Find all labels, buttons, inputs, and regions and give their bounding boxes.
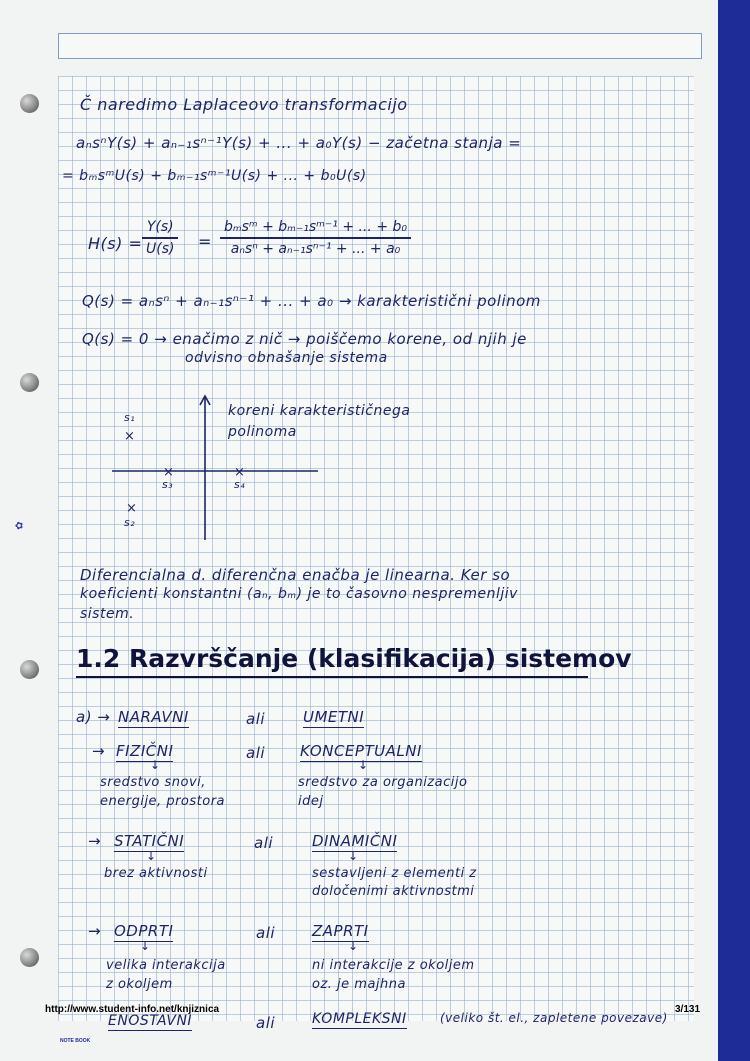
transfer-function-label: H(s) = xyxy=(88,234,143,253)
down-arrow: ↓ xyxy=(140,939,151,953)
heading-underline xyxy=(76,676,588,678)
ali-connector: ali xyxy=(256,924,276,942)
brand-logo-icon: ✿ xyxy=(14,521,26,530)
paragraph-line-2: koeficienti konstantni (aₙ, bₘ) je to časovno nespremenljiv xyxy=(80,586,518,602)
pole-marker: × xyxy=(126,501,137,516)
equals-sign: = xyxy=(198,232,212,251)
equation-lhs: aₙsⁿY(s) + aₙ₋₁sⁿ⁻¹Y(s) + ... + a₀Y(s) − začetna stanja = xyxy=(76,134,522,152)
arrow-marker: → xyxy=(88,832,102,850)
kompleksni-note: (veliko št. el., zapletene povezave) xyxy=(440,1011,668,1025)
item-a-prefix: a) → xyxy=(76,708,111,726)
enostavni-term: ENOSTAVNI xyxy=(108,1013,193,1029)
laplace-intro-line: Č naredimo Laplaceovo transformacijo xyxy=(80,95,408,114)
down-arrow: ↓ xyxy=(150,758,161,772)
umetni-term: UMETNI xyxy=(303,708,365,726)
notebook-brand: NOTE BOOK xyxy=(60,1038,91,1044)
pole-marker: × xyxy=(163,465,174,480)
fizicni-term: FIZIČNI xyxy=(116,742,174,760)
polynomial-denominator: aₙsⁿ + aₙ₋₁sⁿ⁻¹ + ... + a₀ xyxy=(230,240,401,257)
odprti-desc-2: z okoljem xyxy=(106,977,173,992)
konceptualni-desc-1: sredstvo za organizacijo xyxy=(298,775,468,790)
odprti-desc-1: velika interakcija xyxy=(106,958,226,973)
dinamicni-desc-2: določenimi aktivnostmi xyxy=(312,884,475,899)
plot-caption-1: koreni karakterističnega xyxy=(228,403,411,419)
page-number: 3/131 xyxy=(675,1004,701,1015)
kompleksni-term: KOMPLEKSNI xyxy=(312,1011,407,1027)
fraction-denominator: U(s) xyxy=(146,240,175,257)
roots-line-2: odvisno obnašanje sistema xyxy=(185,350,388,366)
down-arrow: ↓ xyxy=(146,849,157,863)
konceptualni-term: KONCEPTUALNI xyxy=(300,742,422,760)
arrow-marker: → xyxy=(92,742,106,760)
section-heading: 1.2 Razvrščanje (klasifikacija) sistemov xyxy=(76,644,632,673)
naravni-term: NARAVNI xyxy=(118,708,189,726)
down-arrow: ↓ xyxy=(348,939,359,953)
fraction-numerator: Y(s) xyxy=(146,219,174,235)
paragraph-line-3: sistem. xyxy=(80,606,135,622)
pole-marker: × xyxy=(124,429,135,444)
paragraph-line-1: Diferencialna d. diferenčna enačba je linearna. Ker so xyxy=(80,566,511,584)
arrow-marker: → xyxy=(88,922,102,940)
fizicni-desc-1: sredstvo snovi, xyxy=(100,775,206,790)
zaprti-desc-1: ni interakcije z okoljem xyxy=(312,958,475,973)
characteristic-polynomial-line: Q(s) = aₙsⁿ + aₙ₋₁sⁿ⁻¹ + ... + a₀ → karakteristični polinom xyxy=(82,292,541,310)
footer-url: http://www.student-info.net/knjiznica xyxy=(45,1004,220,1015)
zaprti-term: ZAPRTI xyxy=(312,922,369,940)
staticni-desc: brez aktivnosti xyxy=(104,866,208,881)
ali-connector: ali xyxy=(256,1014,276,1032)
fizicni-desc-2: energije, prostora xyxy=(100,794,226,809)
pole-label-s3: s₃ xyxy=(162,478,174,491)
plot-caption-2: polinoma xyxy=(228,424,297,440)
pole-label-s4: s₄ xyxy=(234,478,246,491)
down-arrow: ↓ xyxy=(348,849,359,863)
dinamicni-desc-1: sestavljeni z elementi z xyxy=(312,866,477,881)
polynomial-numerator: bₘsᵐ + bₘ₋₁sᵐ⁻¹ + ... + b₀ xyxy=(224,219,407,235)
dinamicni-term: DINAMIČNI xyxy=(312,832,398,850)
roots-line-1: Q(s) = 0 → enačimo z nič → poiščemo korene, od njih je xyxy=(82,330,527,348)
ali-connector: ali xyxy=(246,744,266,762)
staticni-term: STATIČNI xyxy=(114,832,185,850)
ali-connector: ali xyxy=(246,710,266,728)
pole-marker: × xyxy=(234,465,245,480)
zaprti-desc-2: oz. je majhna xyxy=(312,977,406,992)
konceptualni-desc-2: idej xyxy=(298,794,324,809)
down-arrow: ↓ xyxy=(358,758,369,772)
pole-label-s2: s₂ xyxy=(124,516,136,529)
pole-label-s1: s₁ xyxy=(124,411,136,424)
odprti-term: ODPRTI xyxy=(114,922,174,940)
equation-rhs: = bₘsᵐU(s) + bₘ₋₁sᵐ⁻¹U(s) + ... + b₀U(s) xyxy=(62,168,367,184)
ali-connector: ali xyxy=(254,834,274,852)
